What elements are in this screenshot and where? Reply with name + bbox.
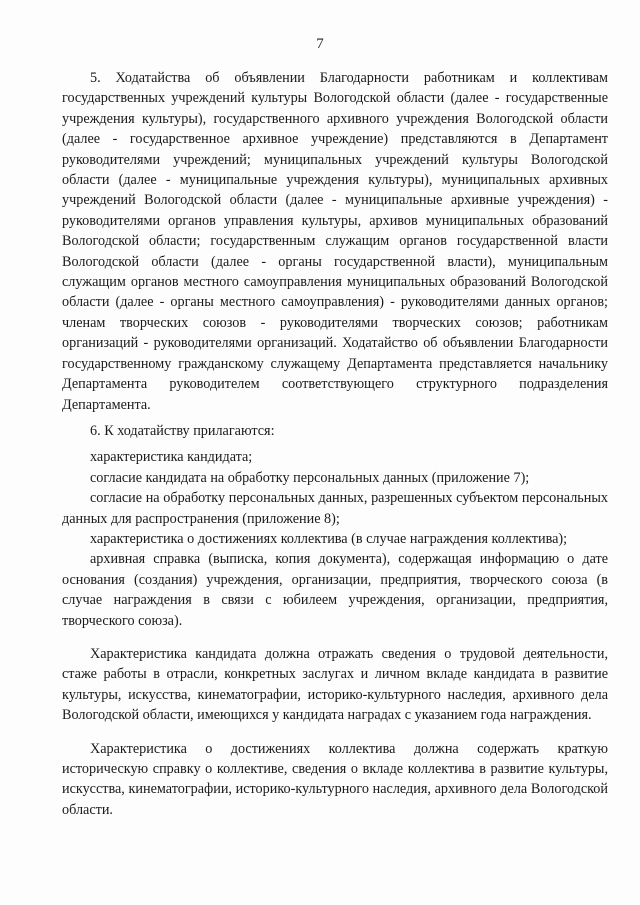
paragraph-6: 6. К ходатайству прилагаются:	[90, 422, 275, 439]
attachment-item-consent: согласие кандидата на обработку персональных данных (приложение 7);	[90, 469, 530, 486]
paragraph-5: 5. Ходатайства об объявлении Благодарности работникам и коллективам государственных учреждений культуры Вологодской области (далее - государственные учреждения культуры), государственного архивного учреждения Вологодской области (далее - государственное архивное учреждение) представляются в Департамент руководителями учреждений; муниципальных учреждений культуры Вологодской области (далее - муниципальные учреждения культуры), муниципальных архивных учреждений Вологодской области (далее - муниципальные архивные учреждения) - руководителями органов управления культуры, архивов муниципальных образований Вологодской области; государственным служащим органов государственной власти Вологодской области (далее - органы государственной власти), муниципальным служащим органов местного самоуправления муниципальных образований Вологодской области (далее - органы местного самоуправления) - руководителями данных органов; членам творческих союзов - руководителями творческих союзов; работникам организаций - руководителями организаций. Ходатайство об объявлении Благодарности государственному гражданскому служащему Департамента представляется начальнику Департамента руководителем соответствующего структурного подразделения Департамента.	[62, 70, 608, 413]
attachment-item-consent-distribution: согласие на обработку персональных данных, разрешенных субъектом персональных данных для распространения (приложение 8);	[62, 490, 608, 527]
attachment-item-archival-reference: архивная справка (выписка, копия документа), содержащая информацию о дате основания (создания) учреждения, организации, предприятия, творческого союза (в случае награждения в связи с юбилеем учреждения, организации, предприятия, творческого союза).	[62, 551, 608, 629]
paragraph-candidate-characteristic: Характеристика кандидата должна отражать сведения о трудовой деятельности, стаже работы в отрасли, конкретных заслугах и личном вкладе кандидата в развитие культуры, искусства, кинематографии, историко-культурного наследия, архивного дела Вологодской области, имеющихся у кандидата наградах с указанием года награждения.	[62, 645, 608, 724]
page-number: 7	[316, 36, 324, 52]
paragraph-collective-characteristic: Характеристика о достижениях коллектива должна содержать краткую историческую справку о коллективе, сведения о вкладе коллектива в развитие культуры, искусства, кинематографии, историко-культурного наследия, архивного дела Вологодской области.	[62, 740, 608, 818]
document-body	[62, 68, 608, 820]
attachment-item-characteristic: характеристика кандидата;	[90, 449, 253, 466]
attachment-item-collective-achievements: характеристика о достижениях коллектива (в случае награждения коллектива);	[90, 530, 568, 547]
